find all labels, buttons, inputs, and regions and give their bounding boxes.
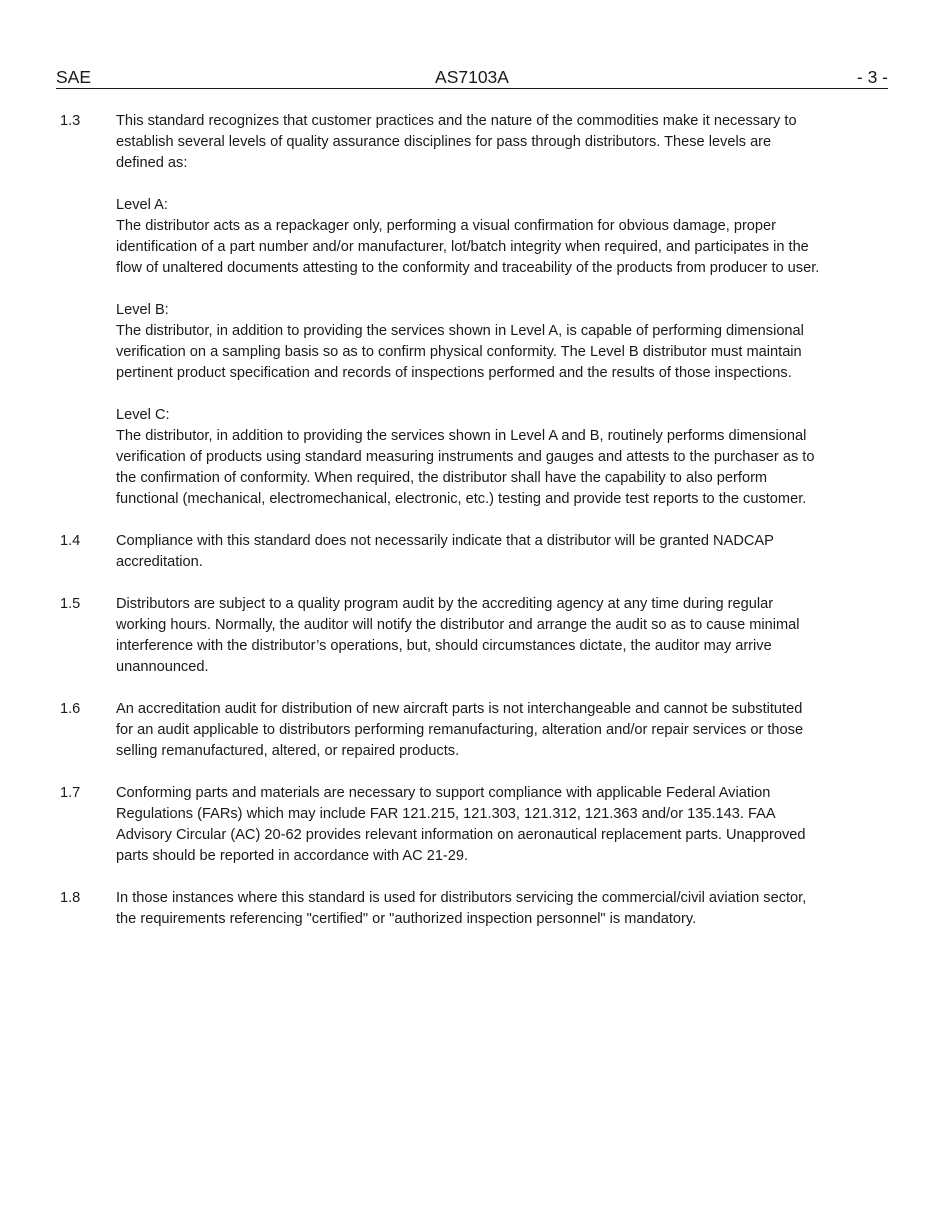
section-text: This standard recognizes that customer practices and the nature of the commodities make it necessary to establish several levels of quality assurance disciplines for pass through distributors. These levels are defined as: [116, 113, 797, 171]
section-number: 1.7 [60, 785, 81, 801]
section-1-4 [60, 531, 820, 573]
section-1-7 [60, 783, 820, 867]
level-title: Level B: [116, 302, 169, 318]
header-org: SAE [56, 67, 92, 87]
section-number: 1.6 [60, 701, 81, 717]
level-text: The distributor, in addition to providing the services shown in Level A and B, routinely performs dimensional verification of products using standard measuring instruments and gauges and attests to the purchaser as to the confirmation of conformity. When required, the distributor shall have the capability to also perform functional (mechanical, electromechanical, electronic, etc.) testing and provide test reports to the customer. [116, 428, 815, 507]
level-text: The distributor acts as a repackager only, performing a visual confirmation for obvious damage, proper identification of a part number and/or manufacturer, lot/batch integrity when required, and participates in the flow of unaltered documents attesting to the conformity and traceability of the products from producer to user. [116, 218, 820, 276]
level-c [116, 405, 820, 510]
section-number: 1.4 [60, 533, 81, 549]
level-title: Level A: [116, 197, 168, 213]
section-text: Distributors are subject to a quality program audit by the accrediting agency at any time during regular working hours. Normally, the auditor will notify the distributor and arrange the audit so as to cause minimal interference with the distributor’s operations, but, should circumstances dictate, the auditor may arrive unannounced. [116, 596, 800, 675]
section-1-6 [60, 699, 820, 762]
level-text: The distributor, in addition to providing the services shown in Level A, is capable of performing dimensional verification on a sampling basis so as to confirm physical conformity. The Level B distributor must maintain pertinent product specification and records of inspections performed and the results of those inspections. [116, 323, 804, 381]
section-number: 1.5 [60, 596, 81, 612]
section-number: 1.8 [60, 890, 81, 906]
section-text: In those instances where this standard is used for distributors servicing the commercial/civil aviation sector, the requirements referencing "certified" or "authorized inspection personnel" is mandatory. [116, 890, 807, 927]
section-1-3 [60, 111, 820, 510]
section-text: Compliance with this standard does not necessarily indicate that a distributor will be granted NADCAP accreditation. [116, 533, 774, 570]
page-header [56, 66, 888, 89]
level-title: Level C: [116, 407, 170, 423]
header-doc-number: AS7103A [435, 67, 509, 87]
section-text: An accreditation audit for distribution of new aircraft parts is not interchangeable and cannot be substituted for an audit applicable to distributors performing remanufacturing, alteration and/or repair services or those selling remanufactured, altered, or repaired products. [116, 701, 804, 759]
section-text: Conforming parts and materials are necessary to support compliance with applicable Federal Aviation Regulations (FARs) which may include FAR 121.215, 121.303, 121.312, 121.363 and/or 135.143. FAA Advisory Circular (AC) 20-62 provides relevant information on aeronautical replacement parts. Unapproved parts should be reported in accordance with AC 21-29. [116, 785, 806, 864]
level-a [116, 195, 820, 279]
section-1-8 [60, 888, 820, 930]
section-1-5 [60, 594, 820, 678]
section-number: 1.3 [60, 113, 81, 129]
document-body [60, 111, 820, 951]
level-b [116, 300, 820, 384]
header-page-number: - 3 - [856, 67, 888, 87]
